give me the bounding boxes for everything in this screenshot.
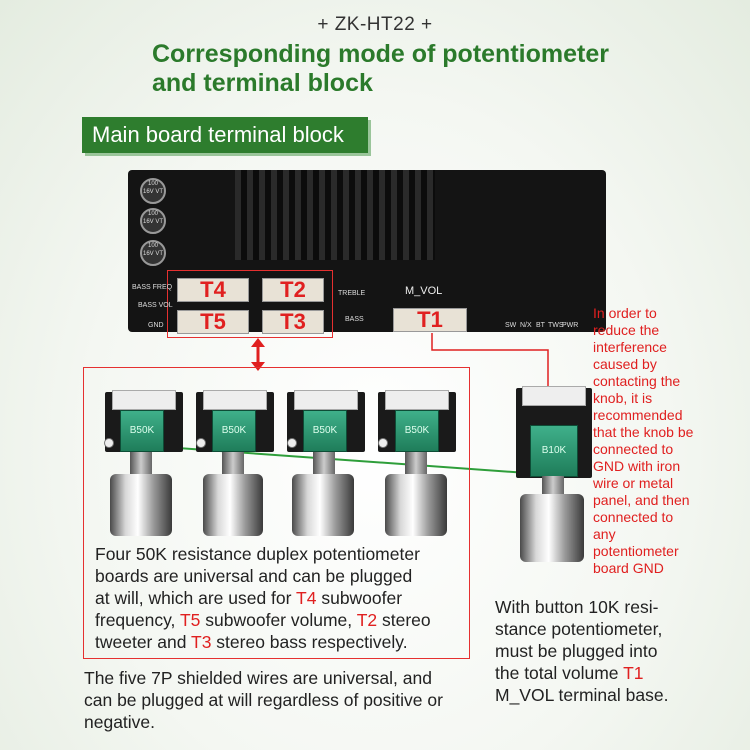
- pot-knob: [385, 474, 447, 536]
- pot-knob: [292, 474, 354, 536]
- pot-board-connector: [203, 390, 267, 410]
- silk-sw: SW: [505, 322, 517, 329]
- volume-pot-connector: [522, 386, 586, 406]
- capacitor: 100 16V VT: [140, 208, 166, 234]
- silk-bass: BASS: [345, 316, 364, 323]
- gnd-pad: [287, 438, 297, 448]
- silk-pwr: PWR: [562, 322, 579, 329]
- gnd-pad: [196, 438, 206, 448]
- page-title: Corresponding mode of potentiometer and terminal block: [152, 40, 609, 97]
- silk-bass-vol: BASS VOL: [138, 302, 173, 309]
- shielded-wires-description: The five 7P shielded wires are universal, and can be plugged at will regardless of positive or negative.: [84, 668, 443, 732]
- silk-tws: TWS: [548, 322, 564, 329]
- silk-treble: TREBLE: [338, 290, 366, 297]
- gnd-pad: [104, 438, 114, 448]
- four-pots-description: Four 50K resistance duplex potentiometer boards are universal and can be plugged at will, which are used for T4 subwoofer frequency, T5 subwoofer volume, T2 stereo tweeter and T3 stereo bass respectively.: [95, 544, 431, 652]
- terminal-t1: T1: [393, 308, 467, 332]
- pot-value: B50K: [395, 410, 439, 452]
- volume-pot-description: With button 10K resi- stance potentiometer, must be plugged into the total volume T1 M_VOL terminal base.: [495, 597, 669, 705]
- product-tag: + ZK-HT22 +: [317, 14, 433, 35]
- terminal-t5: T5: [177, 310, 249, 334]
- terminal-t3: T3: [262, 310, 324, 334]
- volume-pot-shaft: [542, 476, 564, 496]
- pot-shaft: [405, 452, 427, 474]
- silk-bt: BT: [536, 322, 545, 329]
- silk-gnd: GND: [148, 322, 164, 329]
- pot-value: B50K: [120, 410, 164, 452]
- terminal-t4: T4: [177, 278, 249, 302]
- pot-knob: [203, 474, 263, 536]
- volume-pot-value: B10K: [530, 425, 578, 477]
- section-badge: Main board terminal block: [82, 117, 368, 153]
- capacitor: 100 16V VT: [140, 178, 166, 204]
- pot-shaft: [313, 452, 335, 474]
- pot-board-connector: [294, 390, 358, 410]
- pot-value: B50K: [303, 410, 347, 452]
- volume-pot-knob: [520, 494, 584, 562]
- capacitor: 100 16V VT: [140, 240, 166, 266]
- pot-shaft: [130, 452, 152, 474]
- silk-bass-freq: BASS FREQ: [132, 284, 173, 291]
- pot-shaft: [222, 452, 244, 474]
- silk-m-vol: M_VOL: [405, 285, 443, 297]
- pot-board-connector: [385, 390, 449, 410]
- gnd-pad: [378, 438, 388, 448]
- grounding-note: In order to reduce the interference caused by contacting the knob, it is recommended that the knob be connected to GND with iron wire or metal panel, and then connected to any potentiometer board GND: [593, 305, 694, 576]
- terminal-t2: T2: [262, 278, 324, 302]
- pot-knob: [110, 474, 172, 536]
- silk-nx: N/X: [520, 322, 532, 329]
- pot-board-connector: [112, 390, 176, 410]
- pot-value: B50K: [212, 410, 256, 452]
